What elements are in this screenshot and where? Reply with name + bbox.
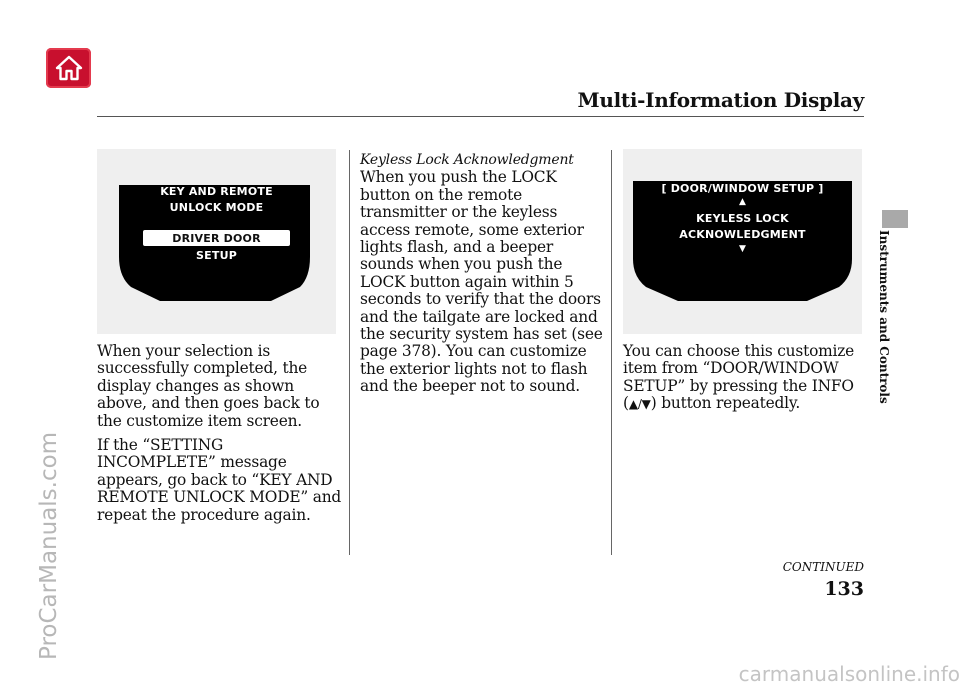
continued-label: CONTINUED	[782, 560, 864, 574]
lcd-line-3: ACKNOWLEDGMENT	[679, 228, 806, 241]
lcd-line-2: KEYLESS LOCK	[696, 212, 789, 225]
column-divider-1	[349, 150, 350, 555]
lcd-arrow-down: ▼	[738, 244, 747, 254]
lcd-line-1: KEY AND REMOTE	[160, 185, 273, 198]
section-heading: Keyless Lock Acknowledgment	[360, 152, 574, 168]
home-button[interactable]	[46, 48, 91, 88]
lcd-screen-shape	[623, 149, 862, 334]
display-image-right	[623, 149, 862, 334]
section-label: Instruments and Controls	[877, 230, 891, 404]
watermark-left: ProCarManuals.com	[36, 431, 62, 660]
section-tab	[882, 210, 908, 228]
left-column-text	[97, 343, 342, 531]
header-divider	[97, 116, 864, 117]
paragraph-part: You can choose this customize item from “DOOR/WINDOW SETUP” by pressing the INFO (	[623, 342, 855, 413]
info-up-down-icon: ▲/▼	[628, 397, 651, 412]
paragraph: When your selection is successfully completed, the display changes as shown above, and then goes back to the customize item screen.	[97, 342, 320, 430]
paragraph: If the “SETTING INCOMPLETE” message appears, go back to “KEY AND REMOTE UNLOCK MODE” and repeat the procedure again.	[97, 436, 342, 524]
right-column-text	[623, 343, 868, 414]
display-image-left	[97, 149, 336, 334]
lcd-arrow-up: ▲	[738, 197, 747, 207]
home-icon	[55, 55, 83, 81]
lcd-line-2: UNLOCK MODE	[169, 201, 264, 214]
lcd-line-4: SETUP	[196, 249, 237, 262]
page-title: Multi-Information Display	[577, 88, 864, 112]
watermark-bottom: carmanualsonline.info	[738, 662, 960, 686]
paragraph-part: ) button repeatedly.	[650, 394, 801, 413]
paragraph: When you push the LOCK button on the remote transmitter or the keyless access remote, some exterior lights flash, and a beeper sounds when you push the LOCK button again within 5 seconds to verify that the doors and the tailgate are locked and the security system has set (see page 378). You can customize the exterior lights not to flash and the beeper not to sound.	[360, 168, 603, 396]
lcd-line-1: [ DOOR/WINDOW SETUP ]	[661, 182, 824, 195]
lcd-selected-option: DRIVER DOOR	[172, 232, 261, 245]
column-divider-2	[611, 150, 612, 555]
page-number: 133	[824, 578, 864, 600]
middle-column-text	[360, 152, 605, 396]
